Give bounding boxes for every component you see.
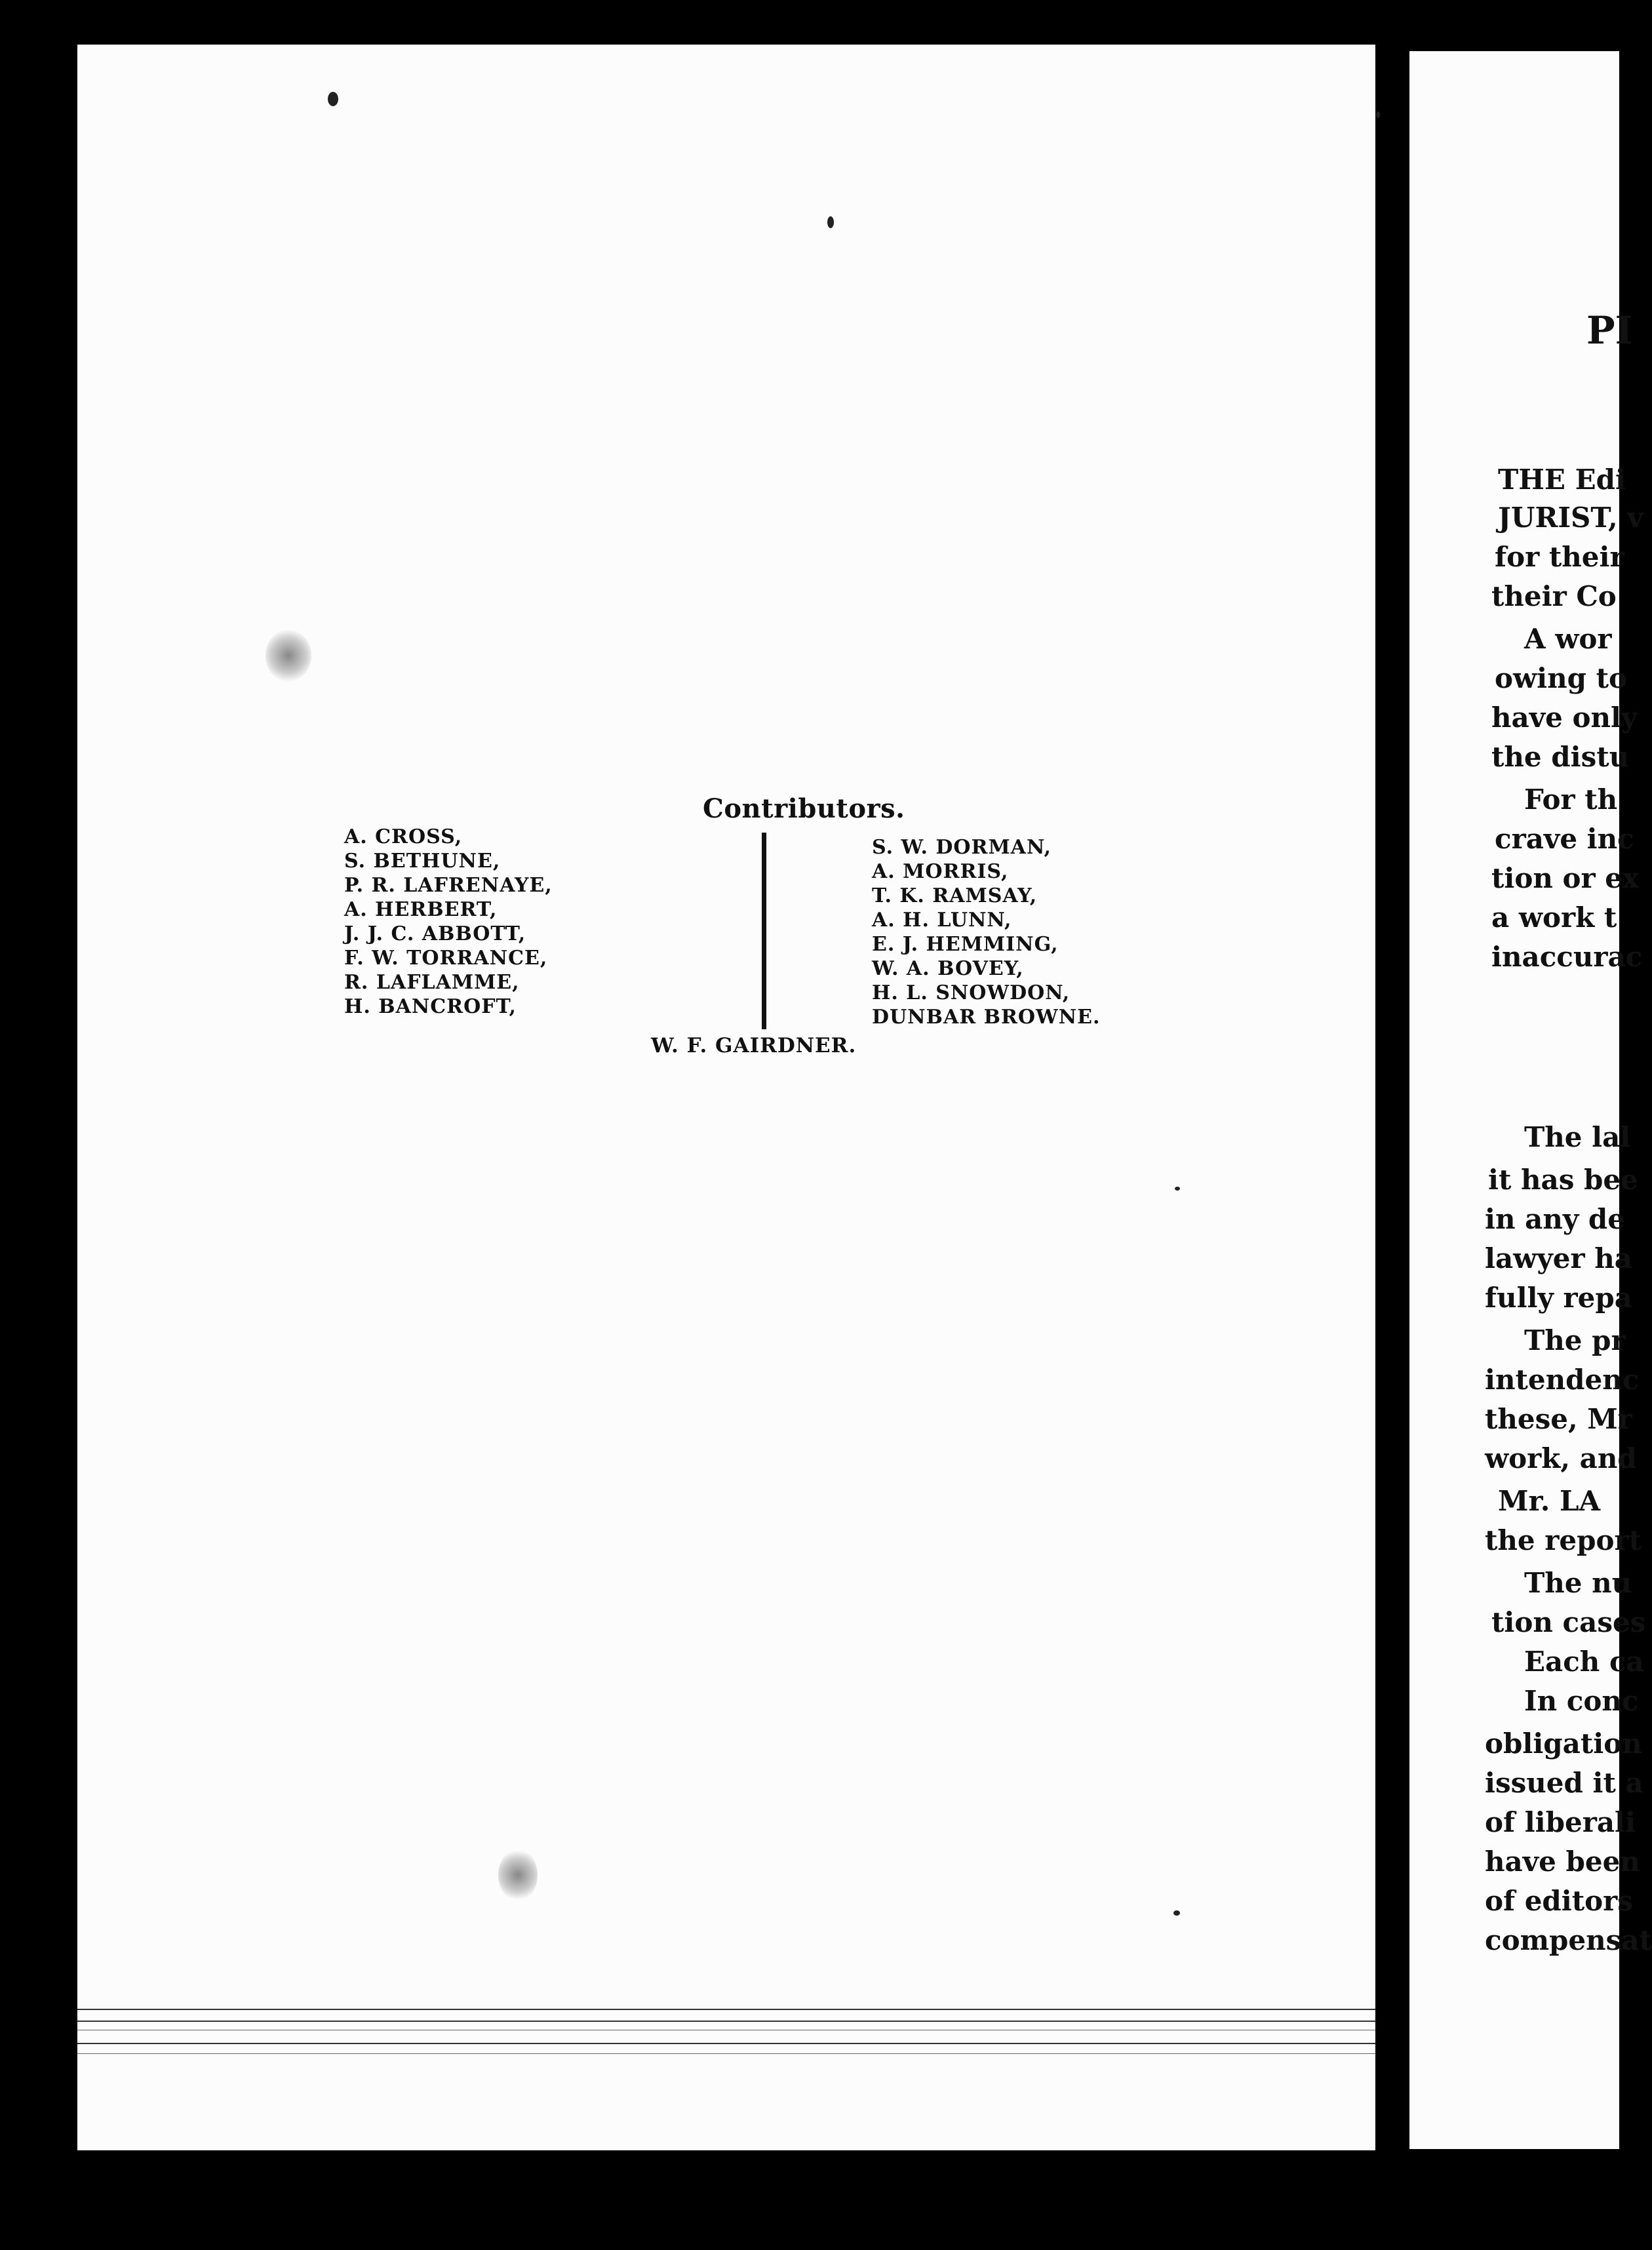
contributor-name: A. HERBERT,: [344, 898, 498, 921]
contributor-name: F. W. TORRANCE,: [344, 947, 548, 970]
right-page-line: their Co: [1491, 580, 1617, 612]
contributor-name: H. L. SNOWDON,: [872, 981, 1071, 1004]
scan-speck: [1175, 1187, 1180, 1191]
contributor-name: R. LAFLAMME,: [344, 971, 520, 994]
right-page-line: A wor: [1524, 623, 1612, 655]
contributor-name: J. J. C. ABBOTT,: [344, 922, 526, 945]
right-page-line: obligation: [1485, 1727, 1642, 1760]
scan-smudge: [266, 629, 311, 682]
right-page-line: of liberali: [1485, 1806, 1636, 1838]
right-page-line: tion or ex: [1491, 862, 1640, 894]
right-page-line: lawyer ha: [1485, 1242, 1632, 1274]
right-page-line: For th: [1524, 783, 1618, 816]
contributor-name: T. K. RAMSAY,: [872, 884, 1038, 907]
right-page-line: the distu: [1491, 741, 1630, 773]
right-page-line: crave inc: [1495, 823, 1634, 855]
contributor-name: S. BETHUNE,: [344, 850, 501, 873]
right-page-line: fully repa: [1485, 1282, 1632, 1314]
right-page-line: have been: [1485, 1845, 1640, 1878]
contributor-name: W. A. BOVEY,: [872, 957, 1024, 980]
scan-speck: [1173, 1910, 1180, 1916]
right-page-line: THE Edi: [1498, 464, 1626, 496]
right-page-line: intendenc: [1485, 1364, 1640, 1396]
contributor-name: P. R. LAFRENAYE,: [344, 874, 553, 897]
right-page-line: Each ca: [1524, 1646, 1644, 1678]
contributor-name: A. H. LUNN,: [872, 909, 1012, 932]
right-page-line: The lal: [1524, 1121, 1631, 1153]
right-page-line: work, and: [1485, 1442, 1637, 1474]
right-page-line: it has bee: [1488, 1164, 1638, 1196]
right-page-line: The nu: [1524, 1567, 1632, 1599]
right-page-line: JURIST, v: [1498, 502, 1643, 534]
right-page-line: for their: [1495, 541, 1624, 573]
right-page-line: a work t: [1491, 901, 1617, 934]
contributor-name: DUNBAR BROWNE.: [872, 1006, 1101, 1029]
right-page-line: tion cases: [1491, 1606, 1646, 1638]
contributor-name: A. CROSS,: [344, 825, 463, 848]
right-page-line: in any de: [1485, 1203, 1625, 1235]
scan-speck: [328, 92, 338, 106]
scan-speck: [827, 216, 834, 228]
right-page-line: compensat: [1485, 1924, 1652, 1956]
contributor-name: S. W. DORMAN,: [872, 836, 1052, 859]
right-page-line: these, Mr: [1485, 1403, 1632, 1435]
contributor-name: E. J. HEMMING,: [872, 933, 1059, 956]
right-page-line: Mr. LA: [1498, 1485, 1601, 1517]
right-page-line: issued it a: [1485, 1767, 1643, 1799]
right-page-line: The pr: [1524, 1324, 1626, 1356]
scan-speck: [1376, 111, 1380, 118]
contributors-heading: Contributors.: [703, 793, 905, 824]
right-page-line: In conc: [1524, 1685, 1639, 1717]
contributor-name: A. MORRIS,: [872, 860, 1009, 883]
right-page-line: the report: [1485, 1524, 1642, 1556]
right-page-title: PI: [1586, 308, 1633, 353]
right-page-line: inaccurac: [1491, 941, 1643, 973]
contributor-bottom-name: W. F. GAIRDNER.: [651, 1034, 857, 1057]
right-page-line: of editors: [1485, 1885, 1633, 1917]
scan-smudge: [498, 1849, 538, 1901]
contributor-name: H. BANCROFT,: [344, 995, 517, 1018]
right-page-line: owing to: [1495, 662, 1628, 694]
right-page-line: have only: [1491, 701, 1638, 734]
